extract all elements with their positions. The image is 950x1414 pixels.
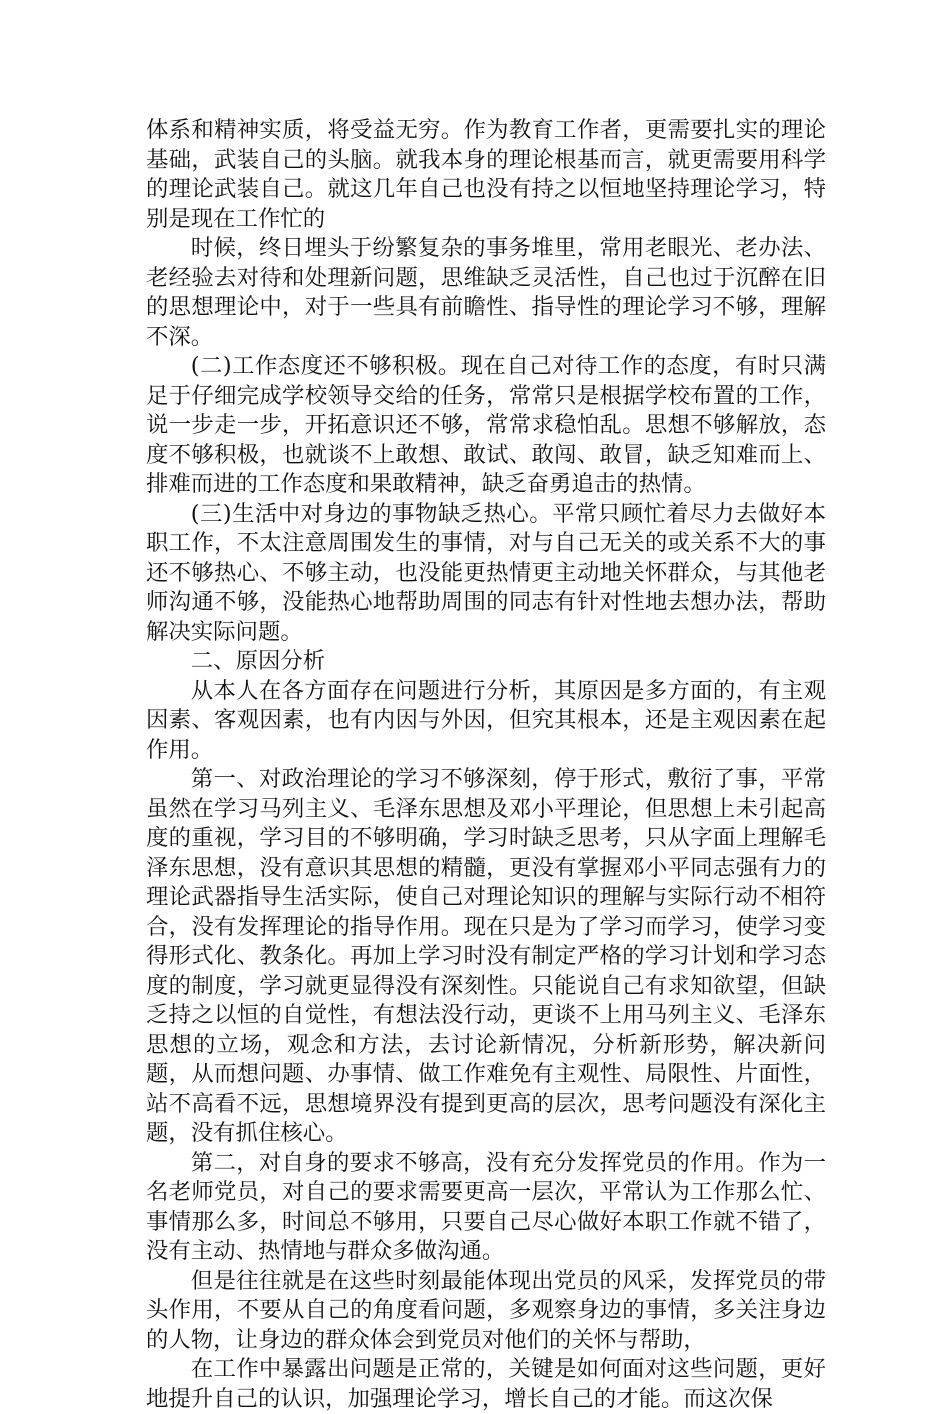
- paragraph-6: 从本人在各方面存在问题进行分析，其原因是多方面的，有主观因素、客观因素，也有内因与外因，但究其根本，还是主观因素在起作用。: [146, 677, 826, 763]
- document-page: [146, 116, 826, 1414]
- paragraph-7: 第一、对政治理论的学习不够深刻，停于形式，敷衍了事，平常虽然在学习马列主义、毛泽东思想及邓小平理论，但思想上未引起高度的重视，学习目的不够明确，学习时缺乏思考，只从字面上理解毛泽东思想，没有意识其思想的精髓，更没有掌握邓小平同志强有力的理论武器指导生活实际，使自己对理论知识的理解与实际行动不相符合，没有发挥理论的指导作用。现在只是为了学习而学习，使学习变得形式化、教条化。再加上学习时没有制定严格的学习计划和学习态度的制度，学习就更显得没有深刻性。只能说自己有求知欲望，但缺乏持之以恒的自觉性，有想法没行动，更谈不上用马列主义、毛泽东思想的立场，观念和方法，去讨论新情况，分析新形势，解决新问题，从而想问题、办事情、做工作难免有主观性、局限性、片面性，站不高看不远，思想境界没有提到更高的层次，思考问题没有深化主题，没有抓住核心。: [146, 766, 826, 1146]
- paragraph-4: (三)生活中对身边的事物缺乏热心。平常只顾忙着尽力去做好本职工作，不太注意周围发生的事情，对与自己无关的或关系不大的事还不够热心、不够主动，也没能更热情更主动地关怀群众，与其他老师沟通不够，没能热心地帮助周围的同志有针对性地去想办法，帮助解决实际问题。: [146, 500, 826, 645]
- paragraph-9: 但是往往就是在这些时刻最能体现出党员的风采，发挥党员的带头作用，不要从自己的角度看问题，多观察身边的事情，多关注身边的人物，让身边的群众体会到党员对他们的关怀与帮助，: [146, 1267, 826, 1353]
- paragraph-2: 时候，终日埋头于纷繁复杂的事务堆里，常用老眼光、老办法、老经验去对待和处理新问题，思维缺乏灵活性，自己也过于沉醉在旧的思想理论中，对于一些具有前瞻性、指导性的理论学习不够，理解不深。: [146, 235, 826, 350]
- paragraph-10: 在工作中暴露出问题是正常的，关键是如何面对这些问题，更好地提升自己的认识，加强理论学习，增长自己的才能。而这次保: [146, 1356, 826, 1412]
- section-heading: 二、原因分析: [190, 648, 326, 674]
- paragraph-1: 体系和精神实质，将受益无穷。作为教育工作者，更需要扎实的理论基础，武装自己的头脑。就我本身的理论根基而言，就更需要用科学的理论武装自己。就这几年自己也没有持之以恒地坚持理论学习，特别是现在工作忙的: [146, 117, 826, 232]
- paragraph-3: (二)工作态度还不够积极。现在自己对待工作的态度，有时只满足于仔细完成学校领导交给的任务，常常只是根据学校布置的工作，说一步走一步，开拓意识还不够，常常求稳怕乱。思想不够解放，态度不够积极，也就谈不上敢想、敢试、敢闯、敢冒，缺乏知难而上、排难而进的工作态度和果敢精神，缺乏奋勇追击的热情。: [146, 353, 826, 497]
- paragraph-8: 第二，对自身的要求不够高，没有充分发挥党员的作用。作为一名老师党员，对自己的要求需要更高一层次，平常认为工作那么忙、事情那么多，时间总不够用，只要自己尽心做好本职工作就不错了，没有主动、热情地与群众多做沟通。: [146, 1149, 826, 1264]
